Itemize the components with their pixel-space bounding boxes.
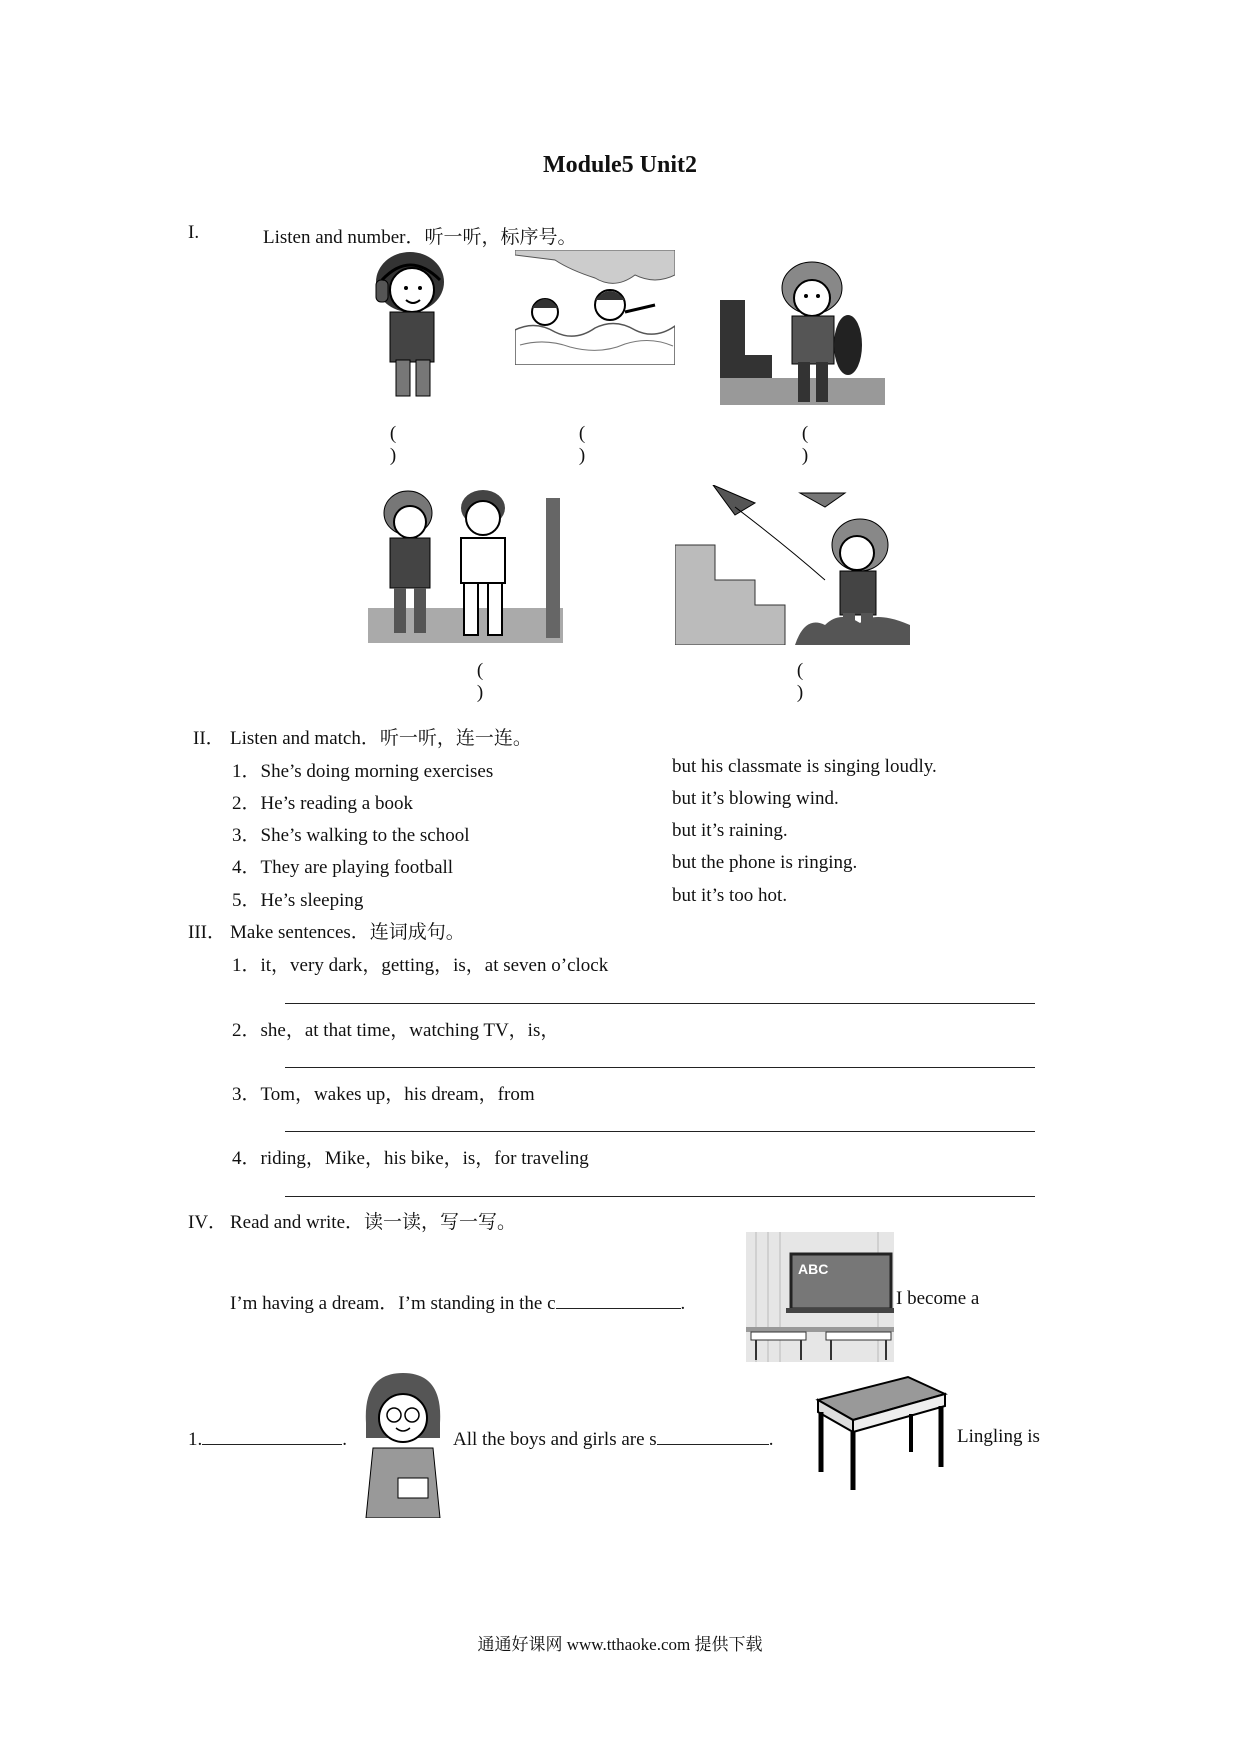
- match-right-1[interactable]: but his classmate is singing loudly.: [672, 756, 937, 777]
- section-3-heading: Make sentences．连词成句。: [230, 922, 465, 943]
- section-2-number: II．: [193, 728, 225, 749]
- line1-text-a: I’m having a dream．I’m standing in the c: [230, 1293, 556, 1314]
- sentence-prompt-2: 2．she，at that time，watching TV，is，: [232, 1020, 560, 1041]
- match-right-5[interactable]: but it’s too hot.: [672, 885, 788, 906]
- match-right-4[interactable]: but the phone is ringing.: [672, 852, 858, 873]
- section-3-number: III．: [188, 922, 226, 943]
- line2-text-c: Lingling is: [957, 1426, 1040, 1447]
- close-paren: ): [796, 682, 804, 703]
- sentence-prompt-4: 4．riding，Mike，his bike，is，for traveling: [232, 1148, 589, 1169]
- open-paren: (: [389, 423, 397, 444]
- section-1-number: I.: [188, 222, 200, 243]
- answer-bracket-3[interactable]: [770, 423, 840, 467]
- sentence-prompt-1: 1．it，very dark，getting，is，at seven o’clock: [232, 955, 609, 976]
- answer-bracket-1[interactable]: [358, 423, 428, 467]
- read-write-line-2a: [188, 1426, 347, 1451]
- open-paren: (: [801, 423, 809, 444]
- match-left-5[interactable]: 5．He’s sleeping: [232, 890, 364, 911]
- close-paren: ): [389, 445, 397, 466]
- line2-text-a: All the boys and girls are s: [453, 1429, 657, 1450]
- open-paren: (: [796, 660, 804, 681]
- match-left-3[interactable]: 3．She’s walking to the school: [232, 825, 470, 846]
- match-right-2[interactable]: but it’s blowing wind.: [672, 788, 839, 809]
- girl-headphones-picture: [360, 250, 455, 400]
- section-4-number: IV．: [188, 1212, 228, 1233]
- answer-line-4[interactable]: [285, 1196, 1035, 1197]
- match-left-1[interactable]: 1．She’s doing morning exercises: [232, 761, 494, 782]
- match-left-4[interactable]: 4．They are playing football: [232, 857, 454, 878]
- answer-bracket-5[interactable]: [765, 660, 835, 704]
- page-footer: 通通好课网 www.tthaoke.com 提供下载: [477, 1635, 763, 1654]
- section-2-heading: Listen and match．听一听，连一连。: [230, 728, 532, 749]
- sentence-prompt-3: 3．Tom，wakes up，his dream，from: [232, 1084, 535, 1105]
- answer-line-2[interactable]: [285, 1067, 1035, 1068]
- answer-bracket-2[interactable]: [547, 423, 617, 467]
- blank-sitting[interactable]: [657, 1426, 769, 1445]
- close-paren: ): [476, 682, 484, 703]
- section-1-heading: Listen and number．听一听，标序号。: [263, 227, 577, 248]
- open-paren: (: [476, 660, 484, 681]
- girl-kite-picture: [675, 485, 910, 645]
- close-paren: ): [801, 445, 809, 466]
- match-left-2[interactable]: 2．He’s reading a book: [232, 793, 413, 814]
- line1-text-c: I become a: [896, 1288, 980, 1309]
- page-title: Module5 Unit2: [542, 152, 697, 178]
- read-write-line-2b: [453, 1426, 773, 1451]
- blackboard-text: ABC: [798, 1261, 829, 1277]
- line2-number: 1.: [188, 1429, 203, 1450]
- line2-period: .: [342, 1429, 347, 1450]
- answer-line-3[interactable]: [285, 1131, 1035, 1132]
- boys-talking-picture: [368, 488, 563, 643]
- teacher-picture: [358, 1368, 448, 1518]
- line1-period: .: [680, 1293, 686, 1314]
- girl-umbrella-picture: [720, 260, 885, 405]
- read-write-line-1: [230, 1288, 685, 1315]
- children-swimming-picture: [515, 250, 675, 365]
- line2-period-2: .: [768, 1429, 774, 1450]
- answer-bracket-4[interactable]: [445, 660, 515, 704]
- close-paren: ): [578, 445, 586, 466]
- blank-classroom[interactable]: [556, 1290, 681, 1309]
- desk-picture: [813, 1372, 948, 1492]
- answer-line-1[interactable]: [285, 1003, 1035, 1004]
- open-paren: (: [578, 423, 586, 444]
- classroom-picture: [746, 1232, 894, 1362]
- match-right-3[interactable]: but it’s raining.: [672, 820, 788, 841]
- section-4-heading: Read and write．读一读，写一写。: [230, 1212, 517, 1233]
- blank-teacher[interactable]: [202, 1426, 342, 1445]
